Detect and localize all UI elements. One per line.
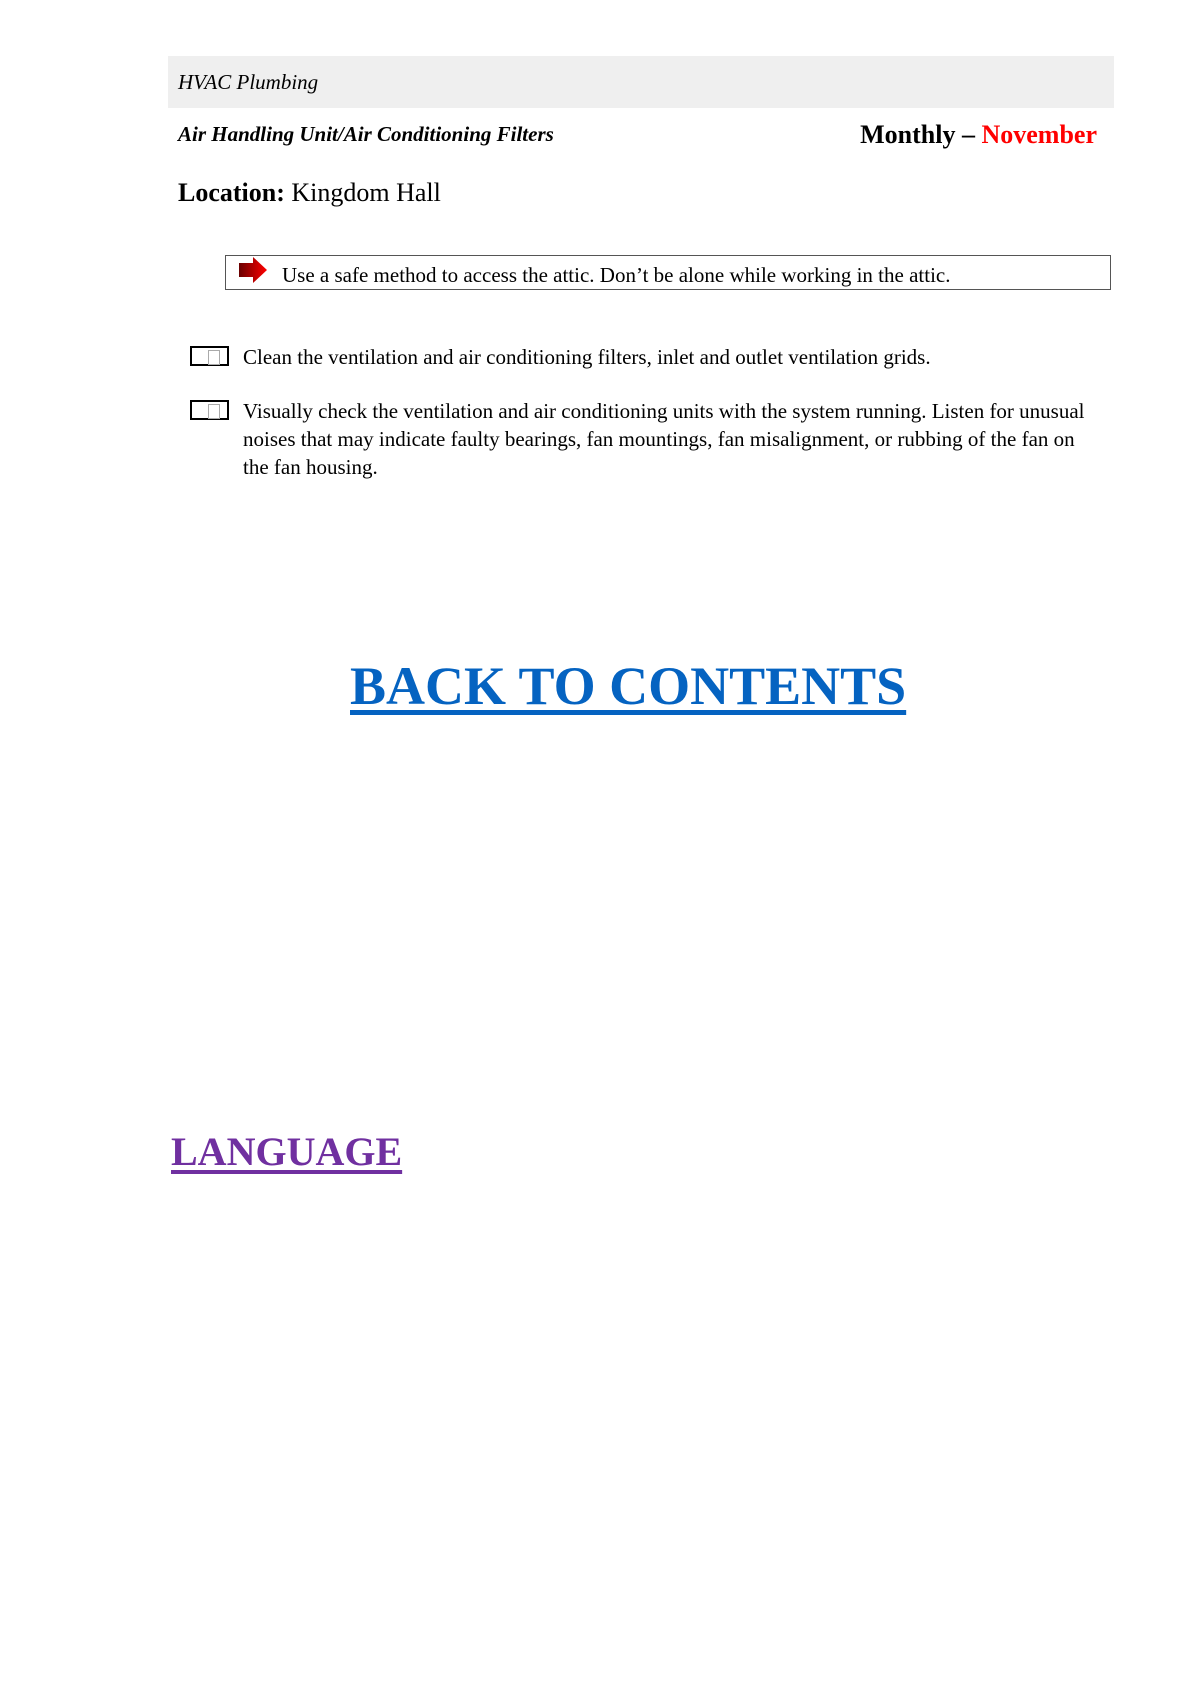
red-arrow-icon — [239, 257, 267, 283]
task-item — [190, 397, 1110, 487]
warning-box — [225, 255, 1111, 290]
checkbox-inner — [208, 404, 220, 419]
warning-text: Use a safe method to access the attic. Don’t be alone while working in the attic. — [282, 263, 951, 287]
task-title: Air Handling Unit/Air Conditioning Filters — [178, 122, 554, 146]
back-to-contents-link[interactable]: BACK TO CONTENTS — [350, 656, 907, 716]
task-checkbox[interactable] — [190, 400, 229, 420]
task-text: Visually check the ventilation and air conditioning units with the system running. Listen for unusual noises that may indicate faulty bearings, fan mountings, fan misalignment, or rubbing of the fan on the fan housing. — [243, 399, 1085, 479]
location-label: Location: — [178, 178, 285, 207]
frequency: Monthly — [860, 120, 956, 149]
separator: – — [955, 120, 982, 149]
location-value: Kingdom Hall — [284, 178, 441, 207]
task-item — [190, 343, 1110, 373]
category-title: HVAC Plumbing — [178, 70, 319, 94]
month: November — [981, 120, 1097, 149]
checkbox-inner — [208, 350, 220, 365]
location — [178, 178, 441, 208]
task-checkbox[interactable] — [190, 346, 229, 366]
frequency-label — [860, 120, 1097, 150]
language-link[interactable]: LANGUAGE — [171, 1129, 403, 1174]
task-text: Clean the ventilation and air conditioning filters, inlet and outlet ventilation grids. — [243, 345, 931, 369]
